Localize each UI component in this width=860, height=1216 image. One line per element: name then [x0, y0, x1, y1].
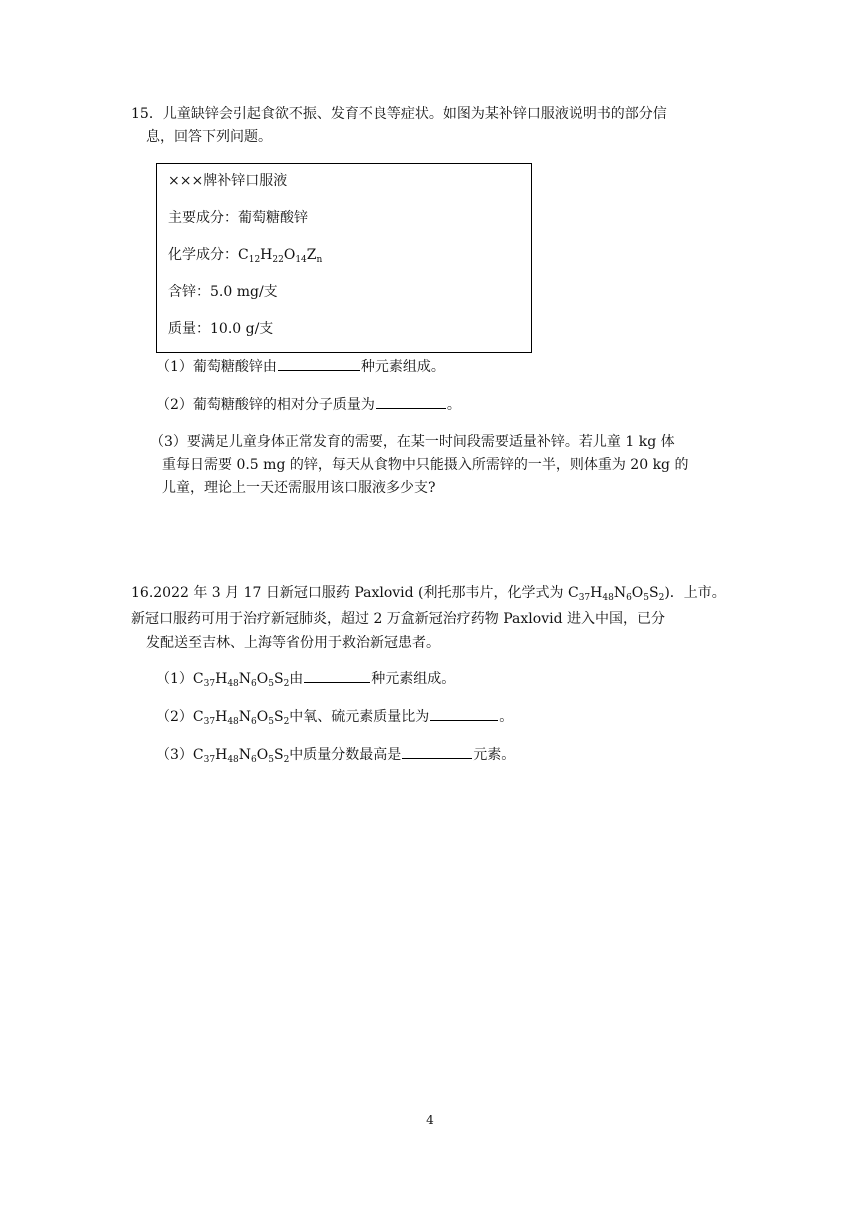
q16-sub2: $(2)C_{37}H_{48}N_6O_5S_2$中氧、硫元素质量比为 。	[156, 706, 513, 727]
zinc-gluconate-formula: $C_{12}H_{22}O_{14}Z_n$	[238, 247, 323, 265]
q15-sub3-line2: 重每日需要 0.5 mg 的锌，每天从食物中只能摄入所需锌的一半，则体重为 20 kg 的	[162, 457, 689, 473]
q15-sub1: （1）葡萄糖酸锌由 种元素组成。	[156, 356, 445, 377]
q15-stem-line2: 息，回答下列问题。	[146, 129, 272, 145]
q16-sub3: $(3)C_{37}H_{48}N_6O_5S_2$中质量分数最高是 元素。	[156, 744, 515, 765]
q16-stem-line1: 16.2022 年 3 月 17 日新冠口服药 Paxlovid (利托那韦片，化学式为 $C_{37}H_{48}N_6O_5S_2$)．上市。	[131, 585, 726, 603]
q15-sub3-line1: （3）要满足儿童身体正常发育的需要，在某一时间段需要适量补锌。若儿童 1 kg 体	[150, 434, 675, 450]
answer-blank[interactable]	[402, 744, 472, 759]
paxlovid-formula: $C_{37}H_{48}N_6O_5S_2$	[192, 747, 290, 765]
q16-stem-line3: 发配送至吉林、上海等省份用于救治新冠患者。	[146, 635, 440, 651]
paxlovid-formula: $C_{37}H_{48}N_6O_5S_2$	[567, 585, 665, 603]
product-name: ×××牌补锌口服液	[168, 173, 288, 189]
paxlovid-formula: $C_{37}H_{48}N_6O_5S_2$	[192, 709, 290, 727]
q16-stem-line2: 新冠口服药可用于治疗新冠肺炎，超过 2 万盒新冠治疗药物 Paxlovid 进入中国，已分	[131, 611, 665, 627]
q15-sub2: （2）葡萄糖酸锌的相对分子质量为 。	[156, 394, 461, 415]
zinc-content: 含锌：5.0 mg/支	[168, 284, 278, 300]
chemical-formula-row	[168, 244, 322, 264]
q16-sub1: $(1)C_{37}H_{48}N_6O_5S_2$由 种元素组成。	[156, 668, 455, 689]
answer-blank[interactable]	[304, 668, 370, 683]
paxlovid-formula: $C_{37}H_{48}N_6O_5S_2$	[192, 671, 290, 689]
mass-per-vial: 质量：10.0 g/支	[168, 321, 274, 337]
q15-sub3-line3: 儿童，理论上一天还需服用该口服液多少支?	[162, 480, 436, 496]
answer-blank[interactable]	[430, 706, 498, 721]
formula-label: 化学成分：	[168, 247, 238, 263]
product-label-box	[156, 163, 532, 353]
main-ingredient: 主要成分：葡萄糖酸锌	[168, 210, 308, 226]
page-number: 4	[426, 1113, 434, 1127]
q15-stem-line1: 15．儿童缺锌会引起食欲不振、发育不良等症状。如图为某补锌口服液说明书的部分信	[131, 106, 667, 122]
answer-blank[interactable]	[376, 394, 446, 409]
answer-blank[interactable]	[278, 356, 360, 371]
